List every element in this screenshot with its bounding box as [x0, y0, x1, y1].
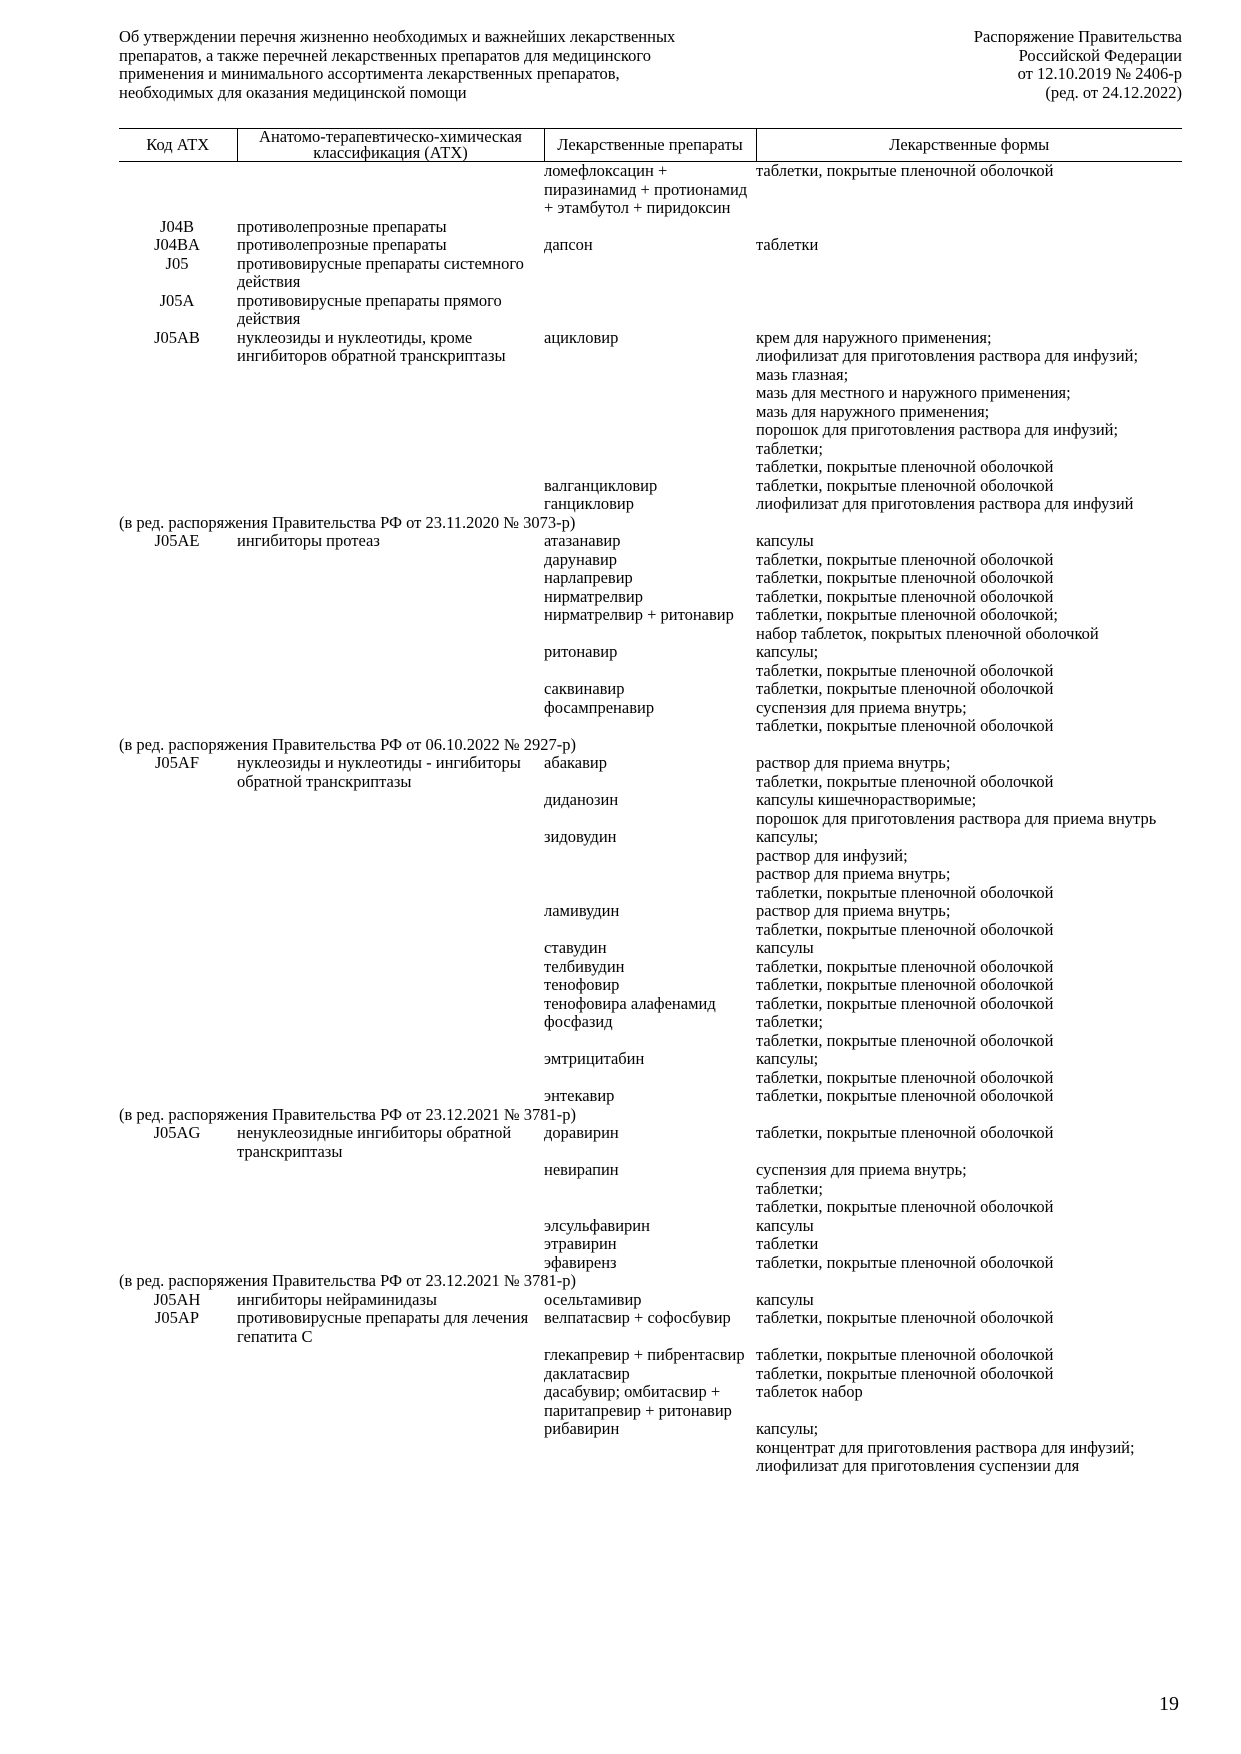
drug-cell: доравирин: [544, 1123, 619, 1142]
dosage-form: лиофилизат для приготовления суспензии для: [756, 1456, 1080, 1475]
forms-cell: [756, 1309, 1182, 1346]
atc-class-cell: [237, 1346, 544, 1365]
forms-cell: [756, 1254, 1182, 1273]
dosage-form: таблеток набор: [756, 1382, 863, 1401]
reference-line: Распоряжение Правительства: [973, 27, 1182, 46]
atc-code-cell: [119, 588, 237, 607]
atc-class-cell: [237, 976, 544, 995]
title-line: необходимых для оказания медицинской помощи: [119, 82, 467, 102]
atc-class-cell: [237, 477, 544, 496]
edition-note: (в ред. распоряжения Правительства РФ от 23.12.2021 № 3781-р): [119, 1271, 576, 1290]
atc-code-cell: [119, 643, 237, 680]
dosage-form: таблетки, покрытые пленочной оболочкой: [756, 975, 1054, 994]
forms-cell: [756, 1217, 1182, 1236]
forms-cell: [756, 1124, 1182, 1161]
drug-table: [119, 128, 1182, 1476]
atc-class-cell: [237, 1420, 544, 1476]
table-row: [119, 1013, 1182, 1050]
dosage-form: капсулы: [756, 1289, 814, 1309]
forms-cell: [756, 1383, 1182, 1420]
dosage-form: таблетки, покрытые пленочной оболочкой: [756, 956, 1054, 976]
dosage-form: суспензия для приема внутрь;: [756, 1160, 967, 1179]
drug-cell: рибавирин: [544, 1419, 620, 1438]
forms-cell: [756, 1161, 1182, 1217]
dosage-form: капсулы: [756, 1215, 814, 1235]
drug-cell: даклатасвир: [544, 1363, 630, 1383]
table-row: [119, 699, 1182, 736]
drug-cell: [544, 255, 756, 292]
drug-cell: атазанавир: [544, 531, 621, 550]
atc-class-cell: [237, 495, 544, 514]
dosage-form: концентрат для приготовления раствора для инфузий;: [756, 1437, 1135, 1457]
table-row: [119, 551, 1182, 570]
atc-class-cell: [237, 1217, 544, 1236]
drug-cell: нарлапревир: [544, 568, 633, 587]
forms-cell: [756, 1013, 1182, 1050]
dosage-form: лиофилизат для приготовления раствора для инфузий;: [756, 346, 1139, 365]
dosage-form: таблетки, покрытые пленочной оболочкой: [756, 679, 1054, 698]
atc-class-cell: [237, 588, 544, 607]
atc-class-cell: [237, 958, 544, 977]
forms-cell: [756, 1420, 1182, 1476]
forms-cell: [756, 958, 1182, 977]
dosage-form: таблетки;: [756, 438, 823, 458]
dosage-form: порошок для приготовления раствора для приема внутрь: [756, 808, 1157, 828]
drug-cell: ставудин: [544, 938, 607, 957]
atc-class-cell: противовирусные препараты для лечения гепатита C: [237, 1308, 529, 1346]
forms-cell: [756, 754, 1182, 791]
atc-class-cell: [237, 995, 544, 1014]
atc-code-cell: [119, 1050, 237, 1087]
drug-cell: абакавир: [544, 753, 608, 772]
dosage-form: порошок для приготовления раствора для инфузий;: [756, 420, 1119, 439]
forms-cell: [756, 477, 1182, 496]
forms-cell: [756, 1291, 1182, 1310]
atc-code-cell: [119, 995, 237, 1014]
dosage-form: капсулы: [756, 531, 814, 550]
forms-cell: [756, 1235, 1182, 1254]
forms-cell: [756, 532, 1182, 551]
dosage-form: таблетки, покрытые пленочной оболочкой: [756, 1197, 1054, 1216]
atc-class-cell: [237, 1235, 544, 1254]
table-row: [119, 255, 1182, 292]
header-atc-classification: Анатомо-терапевтическо-химическая классификация (АТХ): [237, 129, 544, 162]
table-row: [119, 495, 1182, 514]
table-row: [119, 588, 1182, 607]
dosage-form: таблетки, покрытые пленочной оболочкой: [756, 660, 1054, 680]
table-row: [119, 902, 1182, 939]
atc-code-cell: [119, 477, 237, 496]
edition-note-row: [119, 736, 1182, 755]
table-row: [119, 1254, 1182, 1273]
atc-code-cell: [119, 1013, 237, 1050]
dosage-form: таблетки, покрытые пленочной оболочкой: [756, 475, 1054, 495]
atc-class-cell: ингибиторы нейраминидазы: [237, 1289, 437, 1309]
reference-line: Российской Федерации: [1018, 45, 1182, 65]
atc-class-cell: [237, 939, 544, 958]
atc-class-cell: [237, 569, 544, 588]
drug-cell: валганцикловир: [544, 475, 658, 495]
edition-note: (в ред. распоряжения Правительства РФ от 23.11.2020 № 3073-р): [119, 512, 576, 532]
atc-code-cell: [119, 1254, 237, 1273]
atc-code-cell: [119, 606, 237, 643]
dosage-form: таблетки, покрытые пленочной оболочкой: [756, 1345, 1054, 1364]
drug-cell: нирматрелвир: [544, 586, 643, 606]
atc-class-cell: [237, 791, 544, 828]
atc-class-cell: [237, 162, 544, 218]
reference-line: от 12.10.2019 № 2406-р: [1017, 64, 1182, 83]
dosage-form: таблетки, покрытые пленочной оболочкой: [756, 993, 1054, 1013]
title-line: Об утверждении перечня жизненно необходимых и важнейших лекарственных: [119, 27, 676, 46]
table-row: [119, 1161, 1182, 1217]
atc-class-cell: [237, 828, 544, 902]
dosage-form: капсулы;: [756, 642, 819, 661]
dosage-form: набор таблеток, покрытых пленочной оболочкой: [756, 623, 1099, 643]
atc-code-cell: [119, 680, 237, 699]
atc-code-cell: [119, 1161, 237, 1217]
drug-cell: нирматрелвир + ритонавир: [544, 605, 734, 624]
dosage-form: капсулы кишечнорастворимые;: [756, 790, 977, 809]
dosage-form: таблетки;: [756, 1178, 823, 1198]
atc-code-cell: [119, 699, 237, 736]
atc-class-cell: ингибиторы протеаз: [237, 531, 380, 550]
atc-code-cell: [119, 791, 237, 828]
table-row: [119, 754, 1182, 791]
table-row: [119, 162, 1182, 218]
table-row: [119, 1050, 1182, 1087]
atc-class-cell: [237, 1254, 544, 1273]
table-row: [119, 1420, 1182, 1476]
table-row: [119, 1087, 1182, 1106]
table-row: [119, 995, 1182, 1014]
forms-cell: [756, 680, 1182, 699]
drug-cell: диданозин: [544, 790, 619, 809]
dosage-form: капсулы;: [756, 827, 819, 846]
atc-code-cell: J05AE: [154, 531, 200, 550]
atc-code-cell: [119, 976, 237, 995]
drug-cell: элсульфавирин: [544, 1215, 650, 1235]
atc-code-cell: [119, 551, 237, 570]
atc-code-cell: J04BA: [154, 235, 200, 254]
table-row: [119, 976, 1182, 995]
forms-cell: [756, 588, 1182, 607]
atc-code-cell: [119, 162, 237, 218]
atc-class-cell: противовирусные препараты прямого действия: [237, 290, 502, 328]
atc-code-cell: J05AG: [153, 1123, 201, 1142]
header-atc-code: Код АТХ: [119, 129, 237, 162]
atc-code-cell: [119, 939, 237, 958]
forms-cell: [756, 699, 1182, 736]
dosage-form: таблетки, покрытые пленочной оболочкой: [756, 586, 1054, 606]
dosage-form: капсулы;: [756, 1049, 819, 1068]
atc-class-cell: [237, 680, 544, 699]
dosage-form: таблетки: [756, 1234, 819, 1253]
table-row: [119, 1291, 1182, 1310]
table-row: [119, 606, 1182, 643]
dosage-form: раствор для приема внутрь;: [756, 753, 951, 772]
forms-cell: [756, 939, 1182, 958]
table-row: [119, 1346, 1182, 1365]
atc-class-cell: противолепрозные препараты: [237, 235, 447, 254]
forms-cell: [756, 1346, 1182, 1365]
atc-class-cell: противолепрозные препараты: [237, 216, 447, 236]
table-row: [119, 939, 1182, 958]
atc-class-cell: противовирусные препараты системного действия: [237, 253, 524, 291]
table-row: [119, 958, 1182, 977]
forms-cell: [756, 292, 1182, 329]
forms-cell: [756, 551, 1182, 570]
atc-code-cell: J05AB: [154, 327, 200, 347]
dosage-form: таблетки, покрытые пленочной оболочкой: [756, 919, 1054, 939]
atc-class-cell: [237, 1050, 544, 1087]
table-row: [119, 643, 1182, 680]
atc-class-cell: [237, 1087, 544, 1106]
atc-class-cell: нуклеозиды и нуклеотиды - ингибиторы обратной транскриптазы: [237, 753, 521, 791]
atc-class-cell: [237, 1013, 544, 1050]
drug-cell: ламивудин: [544, 901, 620, 920]
atc-code-cell: [119, 828, 237, 902]
atc-class-cell: [237, 1383, 544, 1420]
dosage-form: таблетки, покрытые пленочной оболочкой: [756, 1067, 1054, 1087]
atc-code-cell: J05A: [159, 290, 195, 310]
drug-cell: фосфазид: [544, 1012, 613, 1031]
atc-code-cell: J05AH: [153, 1289, 201, 1309]
table-row: [119, 292, 1182, 329]
atc-code-cell: [119, 1235, 237, 1254]
document-title: [119, 28, 779, 102]
table-row: [119, 1365, 1182, 1384]
forms-cell: [756, 995, 1182, 1014]
forms-cell: [756, 976, 1182, 995]
drug-cell: фосампренавир: [544, 697, 655, 717]
title-line: применения и минимального ассортимента лекарственных препаратов,: [119, 64, 620, 83]
dosage-form: раствор для приема внутрь;: [756, 901, 951, 920]
atc-code-cell: J04B: [160, 216, 194, 236]
drug-cell: тенофовира алафенамид: [544, 993, 716, 1013]
forms-cell: [756, 828, 1182, 902]
edition-note-row: [119, 514, 1182, 533]
drug-cell: осельтамивир: [544, 1289, 642, 1309]
drug-cell: глекапревир + пибрентасвир: [544, 1345, 745, 1364]
dosage-form: таблетки, покрытые пленочной оболочкой: [756, 1363, 1054, 1383]
dosage-form: таблетки, покрытые пленочной оболочкой: [756, 1252, 1054, 1272]
table-body: [119, 162, 1182, 1476]
dosage-form: таблетки, покрытые пленочной оболочкой: [756, 716, 1054, 735]
drug-cell: ацикловир: [544, 327, 619, 347]
table-row: [119, 1217, 1182, 1236]
dosage-form: таблетки, покрытые пленочной оболочкой;: [756, 605, 1059, 624]
dosage-form: таблетки, покрытые пленочной оболочкой: [756, 568, 1054, 587]
dosage-form: таблетки, покрытые пленочной оболочкой: [756, 457, 1054, 476]
table-row: [119, 828, 1182, 902]
atc-class-cell: ненуклеозидные ингибиторы обратной транскриптазы: [237, 1123, 512, 1161]
dosage-form: крем для наружного применения;: [756, 327, 992, 347]
dosage-form: раствор для приема внутрь;: [756, 864, 951, 883]
table-row: [119, 1235, 1182, 1254]
forms-cell: [756, 643, 1182, 680]
drug-cell: зидовудин: [544, 827, 617, 846]
forms-cell: [756, 902, 1182, 939]
dosage-form: таблетки, покрытые пленочной оболочкой: [756, 1308, 1054, 1327]
drug-cell: эфавиренз: [544, 1252, 617, 1272]
drug-cell: тенофовир: [544, 975, 620, 994]
atc-code-cell: [119, 569, 237, 588]
atc-class-cell: [237, 551, 544, 570]
edition-note-row: [119, 1106, 1182, 1125]
drug-cell: эмтрицитабин: [544, 1049, 645, 1068]
table-row: [119, 791, 1182, 828]
header-dosage-forms: Лекарственные формы: [756, 129, 1182, 162]
atc-class-cell: нуклеозиды и нуклеотиды, кроме ингибиторов обратной транскриптазы: [237, 327, 506, 365]
dosage-form: таблетки;: [756, 1012, 823, 1031]
reference-line: (ред. от 24.12.2022): [1045, 82, 1182, 102]
drug-cell: [544, 292, 756, 329]
table-row: [119, 1124, 1182, 1161]
drug-cell: этравирин: [544, 1234, 617, 1253]
drug-cell: дасабувир; омбитасвир + паритапревир + ритонавир: [544, 1382, 732, 1420]
forms-cell: [756, 329, 1182, 477]
table-row: [119, 236, 1182, 255]
forms-cell: [756, 1087, 1182, 1106]
dosage-form: таблетки: [756, 235, 819, 254]
atc-code-cell: [119, 1346, 237, 1365]
table-row: [119, 569, 1182, 588]
atc-code-cell: [119, 902, 237, 939]
drug-cell: ломефлоксацин + пиразинамид + протионамид + этамбутол + пиридоксин: [544, 161, 748, 217]
dosage-form: мазь для наружного применения;: [756, 401, 990, 421]
drug-cell: ганцикловир: [544, 494, 634, 513]
atc-class-cell: [237, 1365, 544, 1384]
dosage-form: таблетки, покрытые пленочной оболочкой: [756, 161, 1054, 180]
forms-cell: [756, 162, 1182, 218]
atc-code-cell: J05AF: [154, 753, 199, 772]
atc-class-cell: [237, 606, 544, 643]
title-line: препаратов, а также перечней лекарственных препаратов для медицинского: [119, 45, 651, 65]
table-row: [119, 218, 1182, 237]
page-number: 19: [1159, 1693, 1179, 1715]
drug-cell: дапсон: [544, 235, 593, 254]
table-row: [119, 1309, 1182, 1346]
atc-class-cell: [237, 902, 544, 939]
table-row: [119, 532, 1182, 551]
atc-code-cell: [119, 1383, 237, 1420]
table-row: [119, 1383, 1182, 1420]
drug-cell: велпатасвир + софосбувир: [544, 1308, 731, 1327]
atc-code-cell: [119, 1420, 237, 1476]
dosage-form: капсулы: [756, 938, 814, 957]
drug-cell: саквинавир: [544, 679, 625, 698]
forms-cell: [756, 606, 1182, 643]
drug-cell: дарунавир: [544, 549, 618, 569]
drug-cell: невирапин: [544, 1160, 619, 1179]
dosage-form: лиофилизат для приготовления раствора для инфузий: [756, 494, 1134, 513]
table-row: [119, 329, 1182, 477]
table-header-row: [119, 129, 1182, 162]
atc-class-cell: [237, 699, 544, 736]
forms-cell: [756, 255, 1182, 292]
header-drugs: Лекарственные препараты: [544, 129, 756, 162]
atc-code-cell: J05AP: [154, 1308, 199, 1327]
dosage-form: таблетки, покрытые пленочной оболочкой: [756, 1086, 1054, 1105]
atc-code-cell: [119, 958, 237, 977]
atc-class-cell: [237, 1161, 544, 1217]
edition-note: (в ред. распоряжения Правительства РФ от 06.10.2022 № 2927-р): [119, 734, 576, 754]
dosage-form: мазь для местного и наружного применения;: [756, 383, 1071, 402]
dosage-form: таблетки, покрытые пленочной оболочкой: [756, 771, 1054, 791]
table-row: [119, 680, 1182, 699]
dosage-form: таблетки, покрытые пленочной оболочкой: [756, 1030, 1054, 1050]
atc-code-cell: [119, 1365, 237, 1384]
atc-code-cell: [119, 495, 237, 514]
dosage-form: раствор для инфузий;: [756, 845, 908, 865]
forms-cell: [756, 1365, 1182, 1384]
atc-code-cell: J05: [165, 253, 189, 273]
edition-note-row: [119, 1272, 1182, 1291]
drug-cell: ритонавир: [544, 642, 618, 661]
dosage-form: таблетки, покрытые пленочной оболочкой: [756, 1123, 1054, 1142]
dosage-form: суспензия для приема внутрь;: [756, 697, 967, 717]
dosage-form: мазь глазная;: [756, 364, 849, 384]
forms-cell: [756, 1050, 1182, 1087]
drug-cell: энтекавир: [544, 1086, 615, 1105]
edition-note: (в ред. распоряжения Правительства РФ от 23.12.2021 № 3781-р): [119, 1104, 576, 1124]
forms-cell: [756, 495, 1182, 514]
dosage-form: таблетки, покрытые пленочной оболочкой: [756, 882, 1054, 902]
forms-cell: [756, 791, 1182, 828]
forms-cell: [756, 569, 1182, 588]
atc-code-cell: [119, 1087, 237, 1106]
drug-cell: телбивудин: [544, 956, 625, 976]
dosage-form: таблетки, покрытые пленочной оболочкой: [756, 549, 1054, 569]
atc-code-cell: [119, 1217, 237, 1236]
forms-cell: [756, 236, 1182, 255]
document-reference: [782, 28, 1182, 102]
atc-class-cell: [237, 643, 544, 680]
table-row: [119, 477, 1182, 496]
dosage-form: капсулы;: [756, 1419, 819, 1438]
forms-cell: [756, 218, 1182, 237]
drug-cell: [544, 218, 756, 237]
